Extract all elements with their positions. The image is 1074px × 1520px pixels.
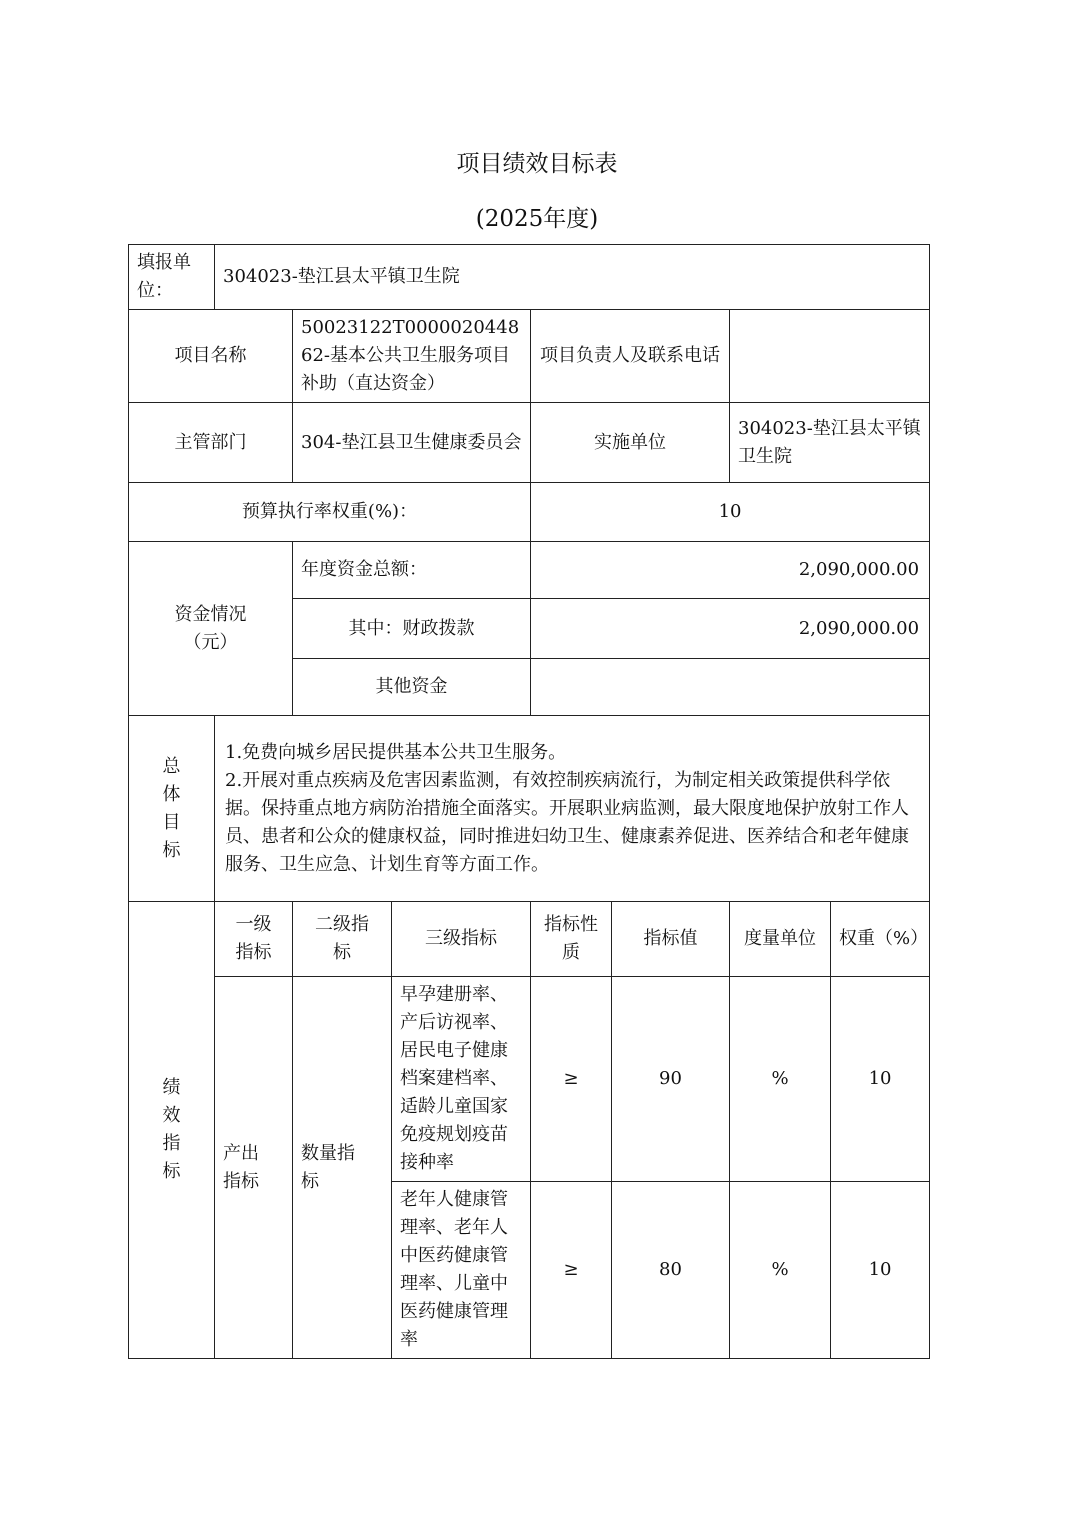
- row2-unit: %: [730, 1182, 831, 1359]
- dept-value: 304-垫江县卫生健康委员会: [293, 403, 531, 483]
- performance-table: [128, 244, 930, 1359]
- annual-total-value: 2,090,000.00: [531, 542, 930, 599]
- indicators-section-label: [129, 902, 215, 1359]
- unit-value: 304023-垫江县太平镇卫生院: [215, 245, 930, 310]
- header-level3: 三级指标: [392, 902, 531, 977]
- goal-label-text: 总体目标: [162, 755, 181, 861]
- header-level2: [293, 902, 392, 977]
- row1-weight: 10: [831, 977, 930, 1182]
- row2-name: 老年人健康管理率、老年人中医药健康管理率、儿童中医药健康管理率: [392, 1182, 531, 1359]
- header-unit: 度量单位: [730, 902, 831, 977]
- row1-nature: ≥: [531, 977, 612, 1182]
- fiscal-label: 其中：财政拨款: [293, 599, 531, 659]
- header-level2-text: 二级指标: [315, 914, 369, 963]
- row2-nature: ≥: [531, 1182, 612, 1359]
- level1-text: 产出指标: [223, 1142, 259, 1192]
- impl-label: 实施单位: [531, 403, 730, 483]
- indicators-section-text: 绩效指标: [162, 1077, 181, 1182]
- goal-content: [215, 716, 930, 902]
- level2-cell: [293, 977, 392, 1359]
- page-year: (2025年度): [475, 206, 599, 232]
- row1-name: 早孕建册率、产后访视率、居民电子健康档案建档率、适龄儿童国家免疫规划疫苗接种率: [392, 977, 531, 1182]
- row1-unit: %: [730, 977, 831, 1182]
- responsible-label: 项目负责人及联系电话: [531, 310, 730, 403]
- goal-line-1: 1.免费向城乡居民提供基本公共卫生服务。: [225, 741, 567, 763]
- budget-weight-label: 预算执行率权重(%)：: [129, 483, 531, 542]
- project-name-value: 50023122T000002044862-基本公共卫生服务项目补助（直达资金）: [293, 310, 531, 403]
- other-label: 其他资金: [293, 659, 531, 716]
- row1-value: 90: [612, 977, 730, 1182]
- unit-label: 填报单位：: [129, 245, 215, 310]
- fiscal-value: 2,090,000.00: [531, 599, 930, 659]
- annual-total-label: 年度资金总额：: [293, 542, 531, 599]
- responsible-value: [730, 310, 930, 403]
- level1-cell: [215, 977, 293, 1359]
- budget-weight-value: 10: [531, 483, 930, 542]
- dept-label: 主管部门: [129, 403, 293, 483]
- header-weight: 权重（%）: [831, 902, 930, 977]
- header-value: 指标值: [612, 902, 730, 977]
- impl-value: 304023-垫江县太平镇卫生院: [730, 403, 930, 483]
- row2-value: 80: [612, 1182, 730, 1359]
- header-level1-text: 一级指标: [235, 914, 272, 963]
- level2-text: 数量指标: [301, 1142, 355, 1192]
- row2-weight: 10: [831, 1182, 930, 1359]
- other-value: [531, 659, 930, 716]
- page-title: 项目绩效目标表: [456, 151, 618, 177]
- project-name-label: 项目名称: [129, 310, 293, 403]
- goal-line-2: 2.开展对重点疾病及危害因素监测，有效控制疾病流行，为制定相关政策提供科学依据。保持重点地方病防治措施全面落实。开展职业病监测，最大限度地保护放射工作人员、患者和公众的健康权益，同时推进妇幼卫生、健康素养促进、医养结合和老年健康服务、卫生应急、计划生育等方面工作。: [225, 769, 909, 875]
- funds-label-text: 资金情况（元）: [174, 603, 247, 653]
- table-row: [129, 977, 930, 1182]
- goal-label: [129, 716, 215, 902]
- header-level1: [215, 902, 293, 977]
- funds-label: [129, 542, 293, 716]
- header-nature: 指标性质: [531, 902, 612, 977]
